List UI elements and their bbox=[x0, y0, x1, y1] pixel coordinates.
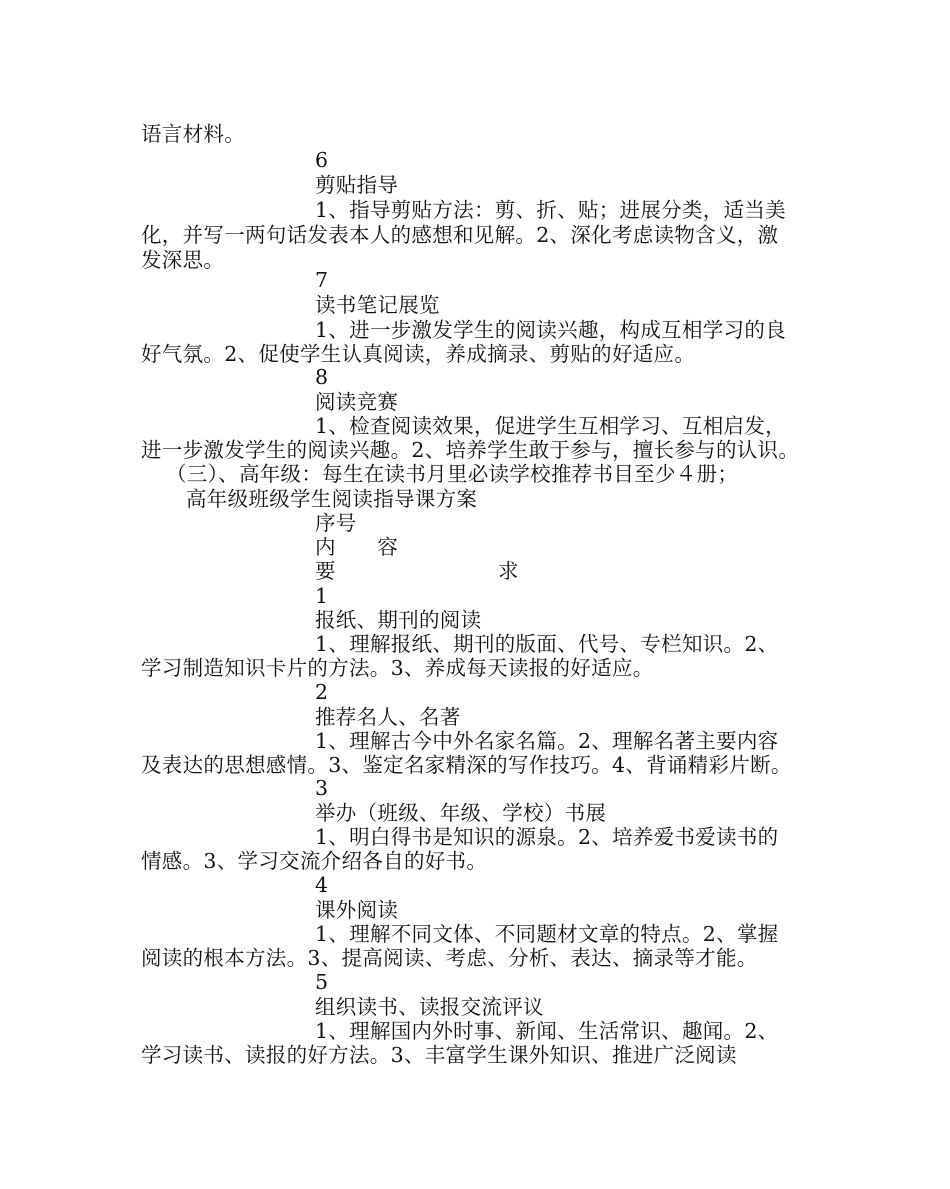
text-line: 语言材料。 bbox=[141, 122, 245, 146]
row-requirement: 1、进一步激发学生的阅读兴趣，构成互相学习的良 bbox=[315, 318, 786, 342]
row-title: 报纸、期刊的阅读 bbox=[315, 608, 482, 632]
plan-title: 高年级班级学生阅读指导课方案 bbox=[186, 487, 478, 511]
section-heading: （三）、高年级：每生在读书月里必读学校推荐书目至少４册； bbox=[166, 462, 739, 486]
row-number: 4 bbox=[315, 873, 329, 897]
header-requirement-1: 要 bbox=[315, 559, 336, 583]
row-number: 2 bbox=[315, 680, 329, 704]
header-content: 内 容 bbox=[315, 535, 399, 559]
row-requirement: 情感。3、学习交流介绍各自的好书。 bbox=[141, 849, 488, 873]
row-requirement: 化，并写一两句话发表本人的感想和见解。2、深化考虑读物含义，激 bbox=[141, 223, 779, 247]
row-requirement: 学习读书、读报的好方法。3、丰富学生课外知识、推进广泛阅读 bbox=[141, 1043, 737, 1067]
row-requirement: 1、指导剪贴方法：剪、折、贴；进展分类，适当美 bbox=[315, 198, 786, 222]
row-requirement: 1、检查阅读效果，促进学生互相学习、互相启发， bbox=[315, 414, 786, 438]
row-requirement: 进一步激发学生的阅读兴趣。2、培养学生敢于参与，擅长参与的认识。 bbox=[141, 438, 800, 462]
row-requirement: 1、理解不同文体、不同题材文章的特点。2、掌握 bbox=[315, 922, 779, 946]
row-title: 读书笔记展览 bbox=[315, 293, 440, 317]
row-number: 7 bbox=[315, 268, 329, 292]
row-title: 剪贴指导 bbox=[315, 173, 399, 197]
row-requirement: 发深思。 bbox=[141, 248, 225, 272]
row-requirement: 学习制造知识卡片的方法。3、养成每天读报的好适应。 bbox=[141, 656, 654, 680]
row-requirement: 1、理解报纸、期刊的版面、代号、专栏知识。2、 bbox=[315, 632, 779, 656]
row-title: 组织读书、读报交流评议 bbox=[315, 995, 544, 1019]
row-title: 推荐名人、名著 bbox=[315, 705, 461, 729]
row-requirement: 1、理解古今中外名家名篇。2、理解名著主要内容 bbox=[315, 729, 779, 753]
row-requirement: 1、明白得书是知识的源泉。2、培养爱书爱读书的 bbox=[315, 825, 779, 849]
header-number: 序号 bbox=[315, 511, 357, 535]
row-number: 5 bbox=[315, 970, 329, 994]
row-requirement: 好气氛。2、促使学生认真阅读，养成摘录、剪贴的好适应。 bbox=[141, 342, 696, 366]
header-requirement-2: 求 bbox=[498, 559, 519, 583]
row-title: 阅读竞赛 bbox=[315, 390, 399, 414]
row-number: 3 bbox=[315, 776, 329, 800]
row-title: 课外阅读 bbox=[315, 898, 399, 922]
row-requirement: 1、理解国内外时事、新闻、生活常识、趣闻。2、 bbox=[315, 1019, 779, 1043]
row-number: 6 bbox=[315, 148, 329, 172]
row-number: 8 bbox=[315, 365, 329, 389]
row-number: 1 bbox=[315, 584, 329, 608]
row-requirement: 阅读的根本方法。3、提高阅读、考虑、分析、表达、摘录等才能。 bbox=[141, 946, 758, 970]
row-requirement: 及表达的思想感情。3、鉴定名家精深的写作技巧。4、背诵精彩片断。 bbox=[141, 753, 792, 777]
row-title: 举办（班级、年级、学校）书展 bbox=[315, 801, 607, 825]
